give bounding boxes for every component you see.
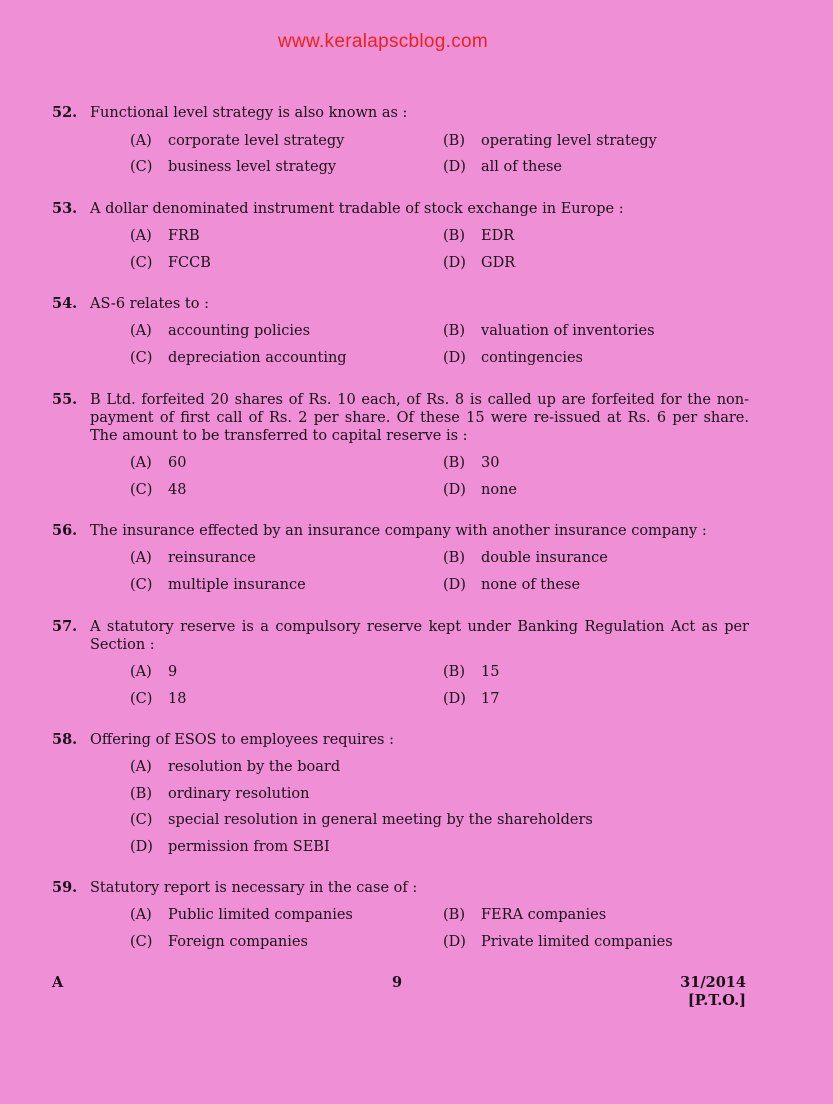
question-57 [52,618,749,654]
question-stem: A dollar denominated instrument tradable of stock exchange in Europe : [90,201,624,217]
option-b: (B) EDR [443,228,515,244]
option-b: (B) double insurance [443,550,608,566]
option-a: (A) 60 [130,455,187,471]
option-c: (C) Foreign companies [130,934,308,950]
question-number: 57. [52,618,78,635]
question-stem: B Ltd. forfeited 20 shares of Rs. 10 each, of Rs. 8 is called up are forfeited for the non-payment of first call of Rs. 2 per share. Of these 15 were re-issued at Rs. 6 per share. The amount to be transferred to capital reserve is : [90,392,749,444]
option-d: (D) all of these [443,159,563,175]
question-59 [52,879,749,897]
site-watermark: www.keralapscblog.com [277,31,489,52]
option-b: (B) valuation of inventories [443,323,655,339]
question-56 [52,522,749,540]
question-stem: The insurance effected by an insurance company with another insurance company : [90,523,707,539]
option-d: (D) none of these [443,577,581,593]
series-code: A [52,974,64,991]
question-number: 58. [52,731,78,748]
question-number: 54. [52,295,78,312]
option-c: (C) multiple insurance [130,577,306,593]
question-number: 55. [52,391,78,408]
option-b: (B) operating level strategy [443,133,657,149]
option-a: (A) FRB [130,228,200,244]
option-d: (D) contingencies [443,350,583,366]
option-a: (A) resolution by the board [130,759,341,775]
question-58 [52,731,749,749]
question-54 [52,295,749,313]
option-a: (A) Public limited companies [130,907,353,923]
option-a: (A) reinsurance [130,550,256,566]
option-d: (D) Private limited companies [443,934,673,950]
option-d: (D) GDR [443,255,516,271]
option-d: (D) none [443,482,517,498]
question-number: 52. [52,104,78,121]
page-number: 9 [392,974,403,991]
option-a: (A) corporate level strategy [130,133,345,149]
option-d: (D) permission from SEBI [130,839,330,855]
option-c: (C) 18 [130,691,187,707]
question-number: 56. [52,522,78,539]
option-a: (A) 9 [130,664,178,680]
question-stem: Statutory report is necessary in the case of : [90,880,418,896]
paper-code: 31/2014 [680,974,746,991]
question-55 [52,391,749,445]
option-b: (B) 30 [443,455,500,471]
question-53 [52,200,749,218]
question-52 [52,104,749,122]
question-number: 53. [52,200,78,217]
option-c: (C) 48 [130,482,187,498]
option-c: (C) depreciation accounting [130,350,347,366]
option-b: (B) ordinary resolution [130,786,310,802]
option-c: (C) special resolution in general meeting by the shareholders [130,812,593,828]
question-stem: AS-6 relates to : [90,296,209,312]
question-stem: Offering of ESOS to employees requires : [90,732,394,748]
option-c: (C) business level strategy [130,159,337,175]
question-stem: A statutory reserve is a compulsory reserve kept under Banking Regulation Act as per Section : [90,619,749,653]
option-d: (D) 17 [443,691,500,707]
option-b: (B) 15 [443,664,500,680]
option-a: (A) accounting policies [130,323,311,339]
option-b: (B) FERA companies [443,907,607,923]
pto-marker: [P.T.O.] [687,992,746,1009]
question-stem: Functional level strategy is also known as : [90,105,408,121]
option-c: (C) FCCB [130,255,211,271]
question-number: 59. [52,879,78,896]
